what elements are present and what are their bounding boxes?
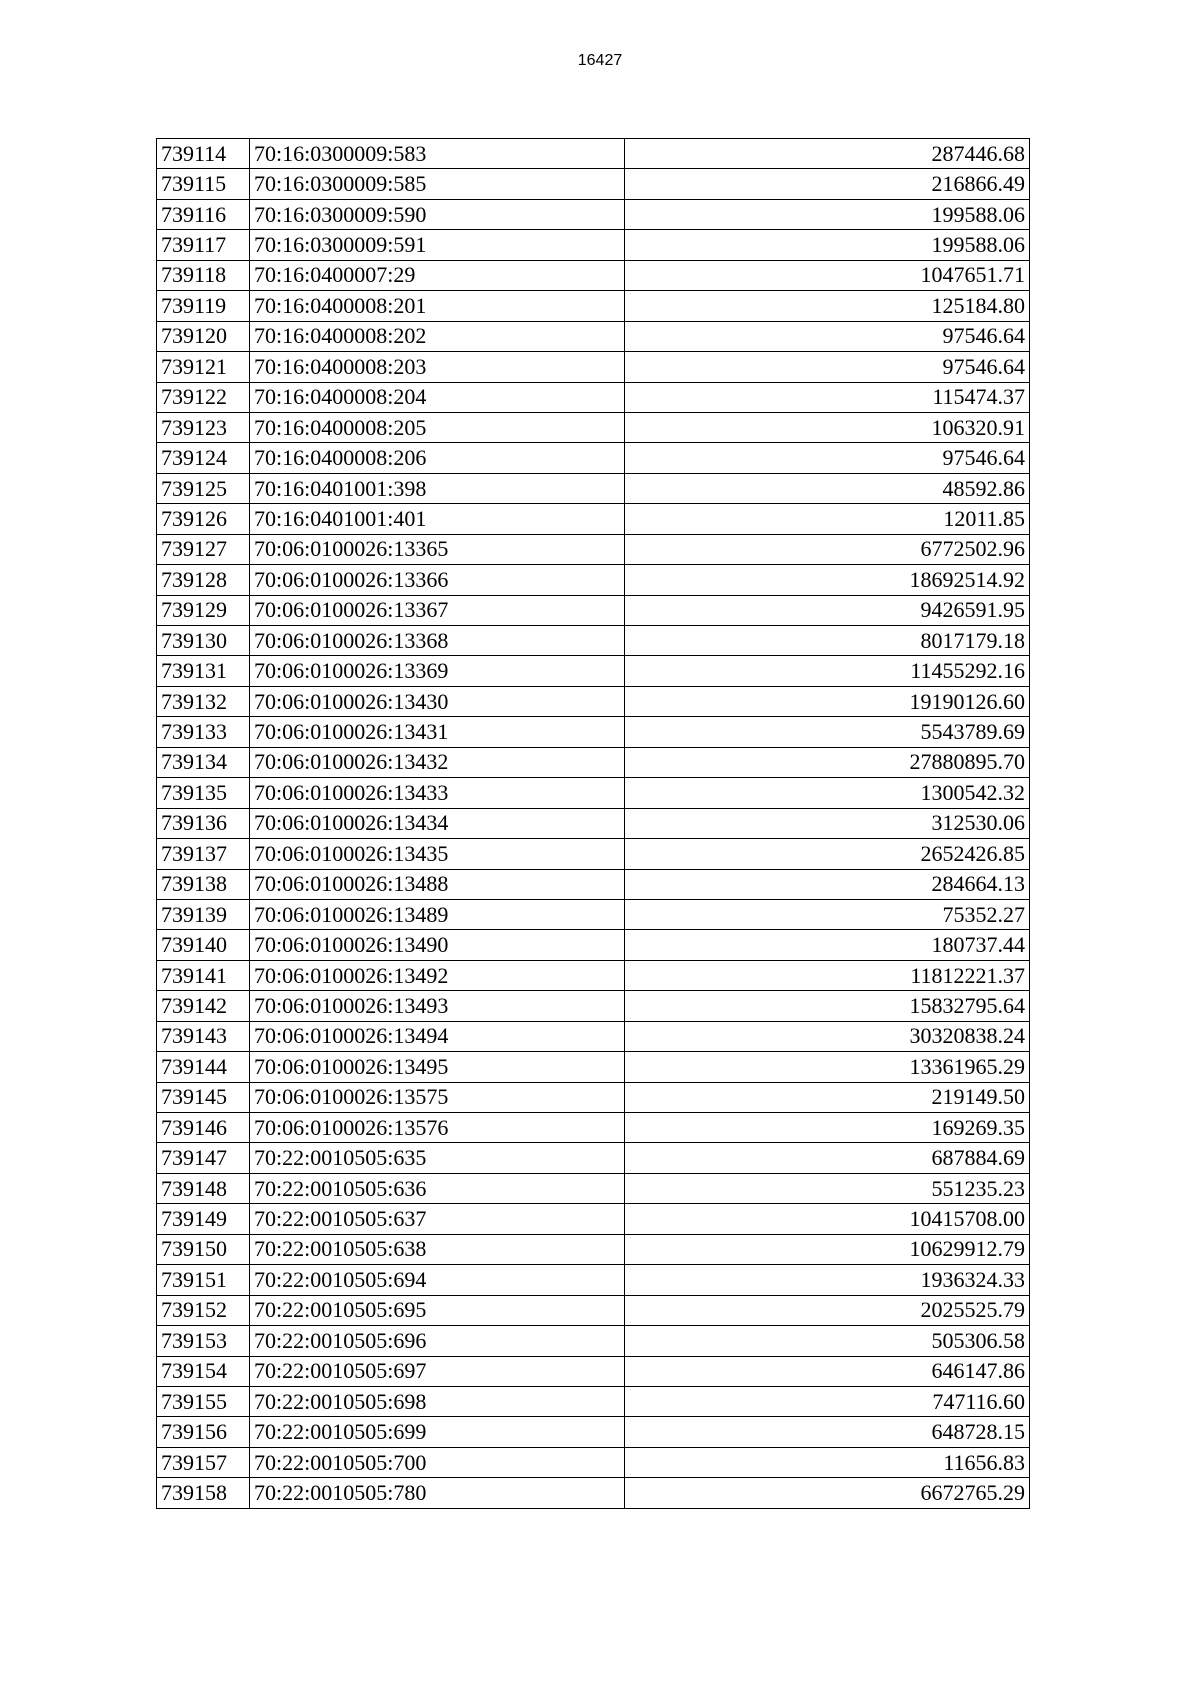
cadastral-value-cell: 97546.64 xyxy=(625,443,1030,473)
cadastral-number-cell: 70:22:0010505:698 xyxy=(250,1386,625,1416)
row-number-cell: 739139 xyxy=(157,899,250,929)
cadastral-number-cell: 70:06:0100026:13489 xyxy=(250,899,625,929)
table-row xyxy=(157,291,1030,321)
row-number-cell: 739154 xyxy=(157,1356,250,1386)
table-row xyxy=(157,504,1030,534)
cadastral-value-cell: 551235.23 xyxy=(625,1173,1030,1203)
cadastral-value-table xyxy=(156,138,1030,1509)
row-number-cell: 739120 xyxy=(157,321,250,351)
cadastral-value-cell: 11812221.37 xyxy=(625,960,1030,990)
table-row xyxy=(157,1173,1030,1203)
row-number-cell: 739126 xyxy=(157,504,250,534)
cadastral-number-cell: 70:22:0010505:694 xyxy=(250,1265,625,1295)
row-number-cell: 739143 xyxy=(157,1021,250,1051)
cadastral-value-cell: 648728.15 xyxy=(625,1417,1030,1447)
table-row xyxy=(157,960,1030,990)
cadastral-number-cell: 70:06:0100026:13435 xyxy=(250,839,625,869)
cadastral-value-cell: 115474.37 xyxy=(625,382,1030,412)
cadastral-number-cell: 70:16:0400007:29 xyxy=(250,260,625,290)
row-number-cell: 739140 xyxy=(157,930,250,960)
table-row xyxy=(157,260,1030,290)
cadastral-value-cell: 19190126.60 xyxy=(625,686,1030,716)
table-row xyxy=(157,686,1030,716)
cadastral-value-cell: 11656.83 xyxy=(625,1447,1030,1477)
cadastral-number-cell: 70:06:0100026:13576 xyxy=(250,1113,625,1143)
cadastral-number-cell: 70:06:0100026:13365 xyxy=(250,534,625,564)
row-number-cell: 739142 xyxy=(157,991,250,1021)
cadastral-value-cell: 15832795.64 xyxy=(625,991,1030,1021)
table-row xyxy=(157,1234,1030,1264)
table-row xyxy=(157,352,1030,382)
row-number-cell: 739147 xyxy=(157,1143,250,1173)
cadastral-number-cell: 70:06:0100026:13492 xyxy=(250,960,625,990)
cadastral-value-cell: 97546.64 xyxy=(625,352,1030,382)
row-number-cell: 739135 xyxy=(157,778,250,808)
row-number-cell: 739150 xyxy=(157,1234,250,1264)
row-number-cell: 739130 xyxy=(157,626,250,656)
row-number-cell: 739129 xyxy=(157,595,250,625)
cadastral-number-cell: 70:06:0100026:13493 xyxy=(250,991,625,1021)
table-row xyxy=(157,1447,1030,1477)
cadastral-value-cell: 1300542.32 xyxy=(625,778,1030,808)
table-row xyxy=(157,1021,1030,1051)
cadastral-number-cell: 70:16:0400008:206 xyxy=(250,443,625,473)
row-number-cell: 739125 xyxy=(157,473,250,503)
table-row xyxy=(157,1265,1030,1295)
row-number-cell: 739148 xyxy=(157,1173,250,1203)
cadastral-value-cell: 747116.60 xyxy=(625,1386,1030,1416)
cadastral-number-cell: 70:22:0010505:635 xyxy=(250,1143,625,1173)
row-number-cell: 739133 xyxy=(157,717,250,747)
table-row xyxy=(157,1082,1030,1112)
cadastral-number-cell: 70:06:0100026:13369 xyxy=(250,656,625,686)
cadastral-value-cell: 18692514.92 xyxy=(625,565,1030,595)
table-body xyxy=(157,139,1030,1509)
row-number-cell: 739153 xyxy=(157,1326,250,1356)
cadastral-number-cell: 70:06:0100026:13434 xyxy=(250,808,625,838)
cadastral-value-cell: 312530.06 xyxy=(625,808,1030,838)
cadastral-number-cell: 70:22:0010505:636 xyxy=(250,1173,625,1203)
table-row xyxy=(157,139,1030,169)
row-number-cell: 739128 xyxy=(157,565,250,595)
cadastral-number-cell: 70:16:0300009:590 xyxy=(250,199,625,229)
cadastral-number-cell: 70:16:0401001:401 xyxy=(250,504,625,534)
cadastral-value-cell: 27880895.70 xyxy=(625,747,1030,777)
page-number: 16427 xyxy=(577,52,623,69)
row-number-cell: 739132 xyxy=(157,686,250,716)
row-number-cell: 739151 xyxy=(157,1265,250,1295)
table-row xyxy=(157,839,1030,869)
row-number-cell: 739144 xyxy=(157,1052,250,1082)
row-number-cell: 739136 xyxy=(157,808,250,838)
table-row xyxy=(157,534,1030,564)
cadastral-number-cell: 70:22:0010505:696 xyxy=(250,1326,625,1356)
cadastral-value-cell: 97546.64 xyxy=(625,321,1030,351)
table-row xyxy=(157,991,1030,1021)
cadastral-value-cell: 125184.80 xyxy=(625,291,1030,321)
table-row xyxy=(157,1386,1030,1416)
row-number-cell: 739145 xyxy=(157,1082,250,1112)
table-row xyxy=(157,626,1030,656)
table-row xyxy=(157,321,1030,351)
row-number-cell: 739138 xyxy=(157,869,250,899)
row-number-cell: 739123 xyxy=(157,412,250,442)
cadastral-number-cell: 70:06:0100026:13575 xyxy=(250,1082,625,1112)
cadastral-number-cell: 70:16:0300009:585 xyxy=(250,169,625,199)
table-row xyxy=(157,473,1030,503)
cadastral-number-cell: 70:22:0010505:697 xyxy=(250,1356,625,1386)
cadastral-number-cell: 70:22:0010505:700 xyxy=(250,1447,625,1477)
table-row xyxy=(157,869,1030,899)
row-number-cell: 739116 xyxy=(157,199,250,229)
cadastral-number-cell: 70:06:0100026:13366 xyxy=(250,565,625,595)
row-number-cell: 739115 xyxy=(157,169,250,199)
cadastral-value-cell: 75352.27 xyxy=(625,899,1030,929)
cadastral-value-cell: 10629912.79 xyxy=(625,1234,1030,1264)
cadastral-value-cell: 687884.69 xyxy=(625,1143,1030,1173)
cadastral-value-cell: 180737.44 xyxy=(625,930,1030,960)
cadastral-value-cell: 9426591.95 xyxy=(625,595,1030,625)
row-number-cell: 739114 xyxy=(157,139,250,169)
table-row xyxy=(157,1143,1030,1173)
cadastral-number-cell: 70:06:0100026:13367 xyxy=(250,595,625,625)
row-number-cell: 739158 xyxy=(157,1478,250,1508)
row-number-cell: 739157 xyxy=(157,1447,250,1477)
cadastral-value-cell: 1936324.33 xyxy=(625,1265,1030,1295)
cadastral-number-cell: 70:06:0100026:13488 xyxy=(250,869,625,899)
cadastral-value-cell: 30320838.24 xyxy=(625,1021,1030,1051)
row-number-cell: 739127 xyxy=(157,534,250,564)
cadastral-number-cell: 70:06:0100026:13490 xyxy=(250,930,625,960)
table-row xyxy=(157,1417,1030,1447)
table-row xyxy=(157,1052,1030,1082)
cadastral-number-cell: 70:22:0010505:638 xyxy=(250,1234,625,1264)
table-row xyxy=(157,930,1030,960)
table-row xyxy=(157,443,1030,473)
cadastral-value-cell: 169269.35 xyxy=(625,1113,1030,1143)
table-row xyxy=(157,656,1030,686)
table-row xyxy=(157,1295,1030,1325)
cadastral-number-cell: 70:22:0010505:780 xyxy=(250,1478,625,1508)
row-number-cell: 739121 xyxy=(157,352,250,382)
cadastral-value-cell: 6772502.96 xyxy=(625,534,1030,564)
row-number-cell: 739118 xyxy=(157,260,250,290)
cadastral-number-cell: 70:22:0010505:699 xyxy=(250,1417,625,1447)
table-row xyxy=(157,899,1030,929)
table-row xyxy=(157,169,1030,199)
cadastral-number-cell: 70:16:0400008:203 xyxy=(250,352,625,382)
table-row xyxy=(157,1356,1030,1386)
row-number-cell: 739155 xyxy=(157,1386,250,1416)
table-row xyxy=(157,595,1030,625)
cadastral-value-cell: 505306.58 xyxy=(625,1326,1030,1356)
table-row xyxy=(157,230,1030,260)
cadastral-value-cell: 2025525.79 xyxy=(625,1295,1030,1325)
row-number-cell: 739156 xyxy=(157,1417,250,1447)
row-number-cell: 739124 xyxy=(157,443,250,473)
table-row xyxy=(157,1204,1030,1234)
table-row xyxy=(157,1326,1030,1356)
row-number-cell: 739141 xyxy=(157,960,250,990)
cadastral-value-cell: 1047651.71 xyxy=(625,260,1030,290)
table-row xyxy=(157,747,1030,777)
table-row xyxy=(157,717,1030,747)
table-row xyxy=(157,199,1030,229)
cadastral-number-cell: 70:06:0100026:13431 xyxy=(250,717,625,747)
cadastral-number-cell: 70:16:0400008:201 xyxy=(250,291,625,321)
row-number-cell: 739117 xyxy=(157,230,250,260)
cadastral-value-cell: 6672765.29 xyxy=(625,1478,1030,1508)
cadastral-value-cell: 5543789.69 xyxy=(625,717,1030,747)
cadastral-number-cell: 70:16:0400008:205 xyxy=(250,412,625,442)
cadastral-number-cell: 70:06:0100026:13494 xyxy=(250,1021,625,1051)
cadastral-number-cell: 70:22:0010505:637 xyxy=(250,1204,625,1234)
cadastral-number-cell: 70:16:0401001:398 xyxy=(250,473,625,503)
cadastral-value-cell: 219149.50 xyxy=(625,1082,1030,1112)
cadastral-value-cell: 199588.06 xyxy=(625,199,1030,229)
row-number-cell: 739134 xyxy=(157,747,250,777)
table-row xyxy=(157,1113,1030,1143)
table-row xyxy=(157,778,1030,808)
cadastral-value-cell: 646147.86 xyxy=(625,1356,1030,1386)
cadastral-value-cell: 2652426.85 xyxy=(625,839,1030,869)
cadastral-number-cell: 70:06:0100026:13368 xyxy=(250,626,625,656)
row-number-cell: 739149 xyxy=(157,1204,250,1234)
cadastral-number-cell: 70:16:0400008:204 xyxy=(250,382,625,412)
cadastral-number-cell: 70:22:0010505:695 xyxy=(250,1295,625,1325)
table-row xyxy=(157,565,1030,595)
row-number-cell: 739119 xyxy=(157,291,250,321)
cadastral-value-cell: 48592.86 xyxy=(625,473,1030,503)
cadastral-value-cell: 106320.91 xyxy=(625,412,1030,442)
table-row xyxy=(157,382,1030,412)
cadastral-value-cell: 8017179.18 xyxy=(625,626,1030,656)
cadastral-value-cell: 216866.49 xyxy=(625,169,1030,199)
table-row xyxy=(157,808,1030,838)
row-number-cell: 739122 xyxy=(157,382,250,412)
table-row xyxy=(157,1478,1030,1508)
cadastral-number-cell: 70:06:0100026:13495 xyxy=(250,1052,625,1082)
cadastral-value-cell: 287446.68 xyxy=(625,139,1030,169)
row-number-cell: 739131 xyxy=(157,656,250,686)
cadastral-value-cell: 10415708.00 xyxy=(625,1204,1030,1234)
cadastral-value-cell: 284664.13 xyxy=(625,869,1030,899)
cadastral-value-cell: 11455292.16 xyxy=(625,656,1030,686)
cadastral-value-cell: 12011.85 xyxy=(625,504,1030,534)
cadastral-number-cell: 70:06:0100026:13430 xyxy=(250,686,625,716)
row-number-cell: 739152 xyxy=(157,1295,250,1325)
table-row xyxy=(157,412,1030,442)
cadastral-number-cell: 70:16:0300009:591 xyxy=(250,230,625,260)
cadastral-number-cell: 70:16:0300009:583 xyxy=(250,139,625,169)
cadastral-value-cell: 13361965.29 xyxy=(625,1052,1030,1082)
cadastral-value-cell: 199588.06 xyxy=(625,230,1030,260)
cadastral-number-cell: 70:06:0100026:13432 xyxy=(250,747,625,777)
row-number-cell: 739146 xyxy=(157,1113,250,1143)
cadastral-number-cell: 70:06:0100026:13433 xyxy=(250,778,625,808)
cadastral-number-cell: 70:16:0400008:202 xyxy=(250,321,625,351)
row-number-cell: 739137 xyxy=(157,839,250,869)
